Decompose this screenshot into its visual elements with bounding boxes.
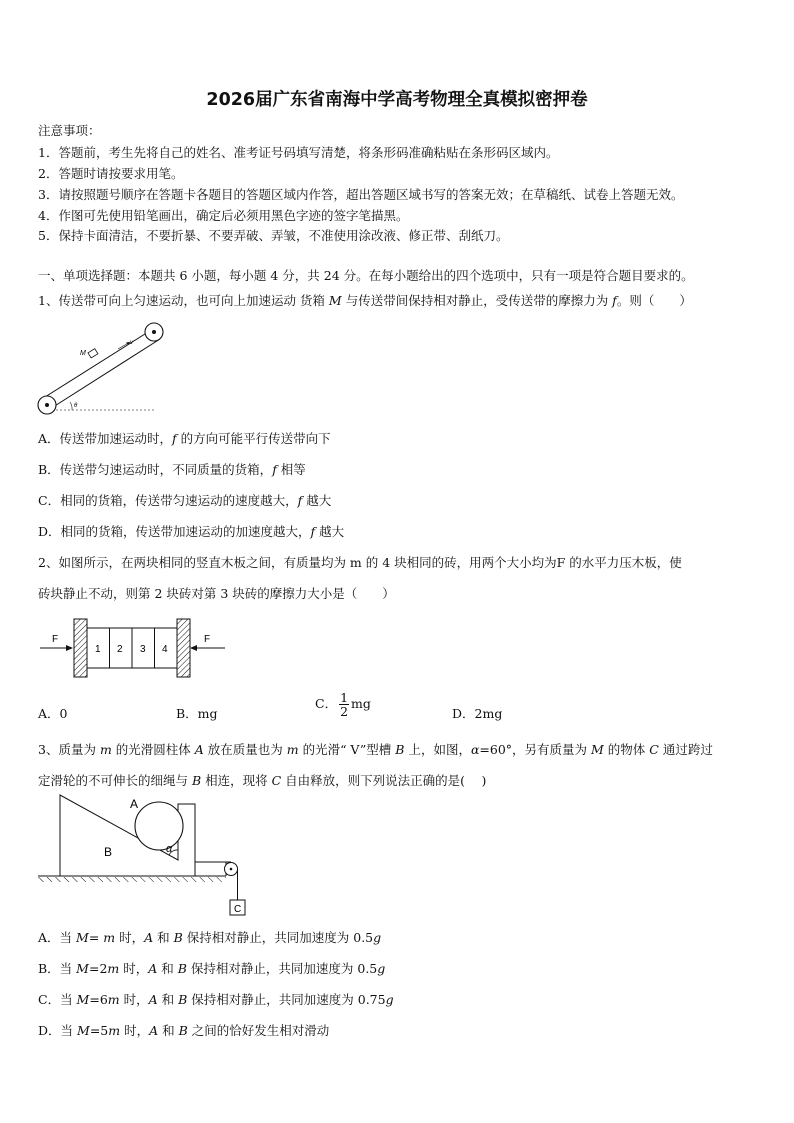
q3-option-a[interactable]: A．当 M= m 时，A 和 B 保持相对静止，共同加速度为 0.5g — [38, 930, 382, 945]
q3-stem-line1: 3、质量为 m 的光滑圆柱体 A 放在质量也为 m 的光滑“ V”型槽 B 上，如图，α=60°，另有质量为 M 的物体 C 通过跨过 — [38, 742, 713, 757]
ground-hatch — [38, 877, 226, 882]
q3-option-d[interactable]: D．当 M=5m 时，A 和 B 之间的恰好发生相对滑动 — [38, 1023, 330, 1038]
label-A: A — [130, 797, 139, 811]
label-F-left: F — [52, 634, 59, 645]
q3-stem-line2: 定滑轮的不可伸长的细绳与 B 相连，现将 C 自由释放，则下列说法正确的是( ) — [38, 773, 487, 788]
right-board — [177, 619, 190, 677]
q2-option-b[interactable]: B．mg — [176, 706, 218, 721]
brick-4: 4 — [162, 644, 168, 655]
notice-item-1: 1．答题前，考生先将自己的姓名、准考证号码填写清楚，将条形码准确粘贴在条形码区域内。 — [38, 145, 559, 160]
q3-v-groove-figure — [38, 792, 258, 922]
belt-top-edge — [45, 327, 156, 397]
q2-stem-line1: 2、如图所示，在两块相同的竖直木板之间，有质量均为 m 的 4 块相同的砖，用两个大小均为F 的水平力压木板，使 — [38, 555, 682, 570]
brick-1: 1 — [95, 644, 101, 655]
q1-option-b[interactable]: B．传送带匀速运动时，不同质量的货箱，f 相等 — [38, 462, 306, 477]
label-alpha: α — [166, 843, 173, 855]
q3-option-c[interactable]: C．当 M=6m 时，A 和 B 保持相对静止，共同加速度为 0.75g — [38, 992, 394, 1007]
label-theta: θ — [74, 403, 78, 409]
label-F-right: F — [204, 634, 211, 645]
cylinder-A — [135, 802, 183, 850]
q1-stem: 1、传送带可向上匀速运动，也可向上加速运动 货箱 M 与传送带间保持相对静止，受传送带的摩擦力为 f。则（ ） — [38, 293, 692, 308]
notice-item-2: 2．答题时请按要求用笔。 — [38, 166, 184, 181]
label-C: C — [234, 904, 242, 915]
q1-option-d[interactable]: D．相同的货箱，传送带加速运动的加速度越大，f 越大 — [38, 524, 345, 539]
q2-option-a[interactable]: A．0 — [38, 706, 68, 721]
q2-option-c[interactable]: C． $\frac{1}{2}$ mg — [315, 690, 371, 719]
label-v: v — [130, 340, 133, 346]
notice-heading: 注意事项： — [38, 123, 101, 138]
brick-3: 3 — [140, 644, 146, 655]
brick-2: 2 — [117, 644, 123, 655]
q2-stem-line2: 砖块静止不动，则第 2 块砖对第 3 块砖的摩擦力大小是（ ） — [38, 586, 395, 601]
q1-option-a[interactable]: A．传送带加速运动时，f 的方向可能平行传送带向下 — [38, 431, 331, 446]
belt-bottom-edge — [50, 339, 160, 409]
q2-option-d[interactable]: D．2mg — [452, 706, 503, 721]
notice-item-3: 3．请按照题号顺序在答题卡各题目的答题区域内作答，超出答题区域书写的答案无效；在草稿纸、试卷上答题无效。 — [38, 187, 684, 202]
q3-option-b[interactable]: B．当 M=2m 时，A 和 B 保持相对静止，共同加速度为 0.5g — [38, 961, 386, 976]
q1-conveyor-figure — [34, 314, 169, 418]
q1-option-c[interactable]: C．相同的货箱，传送带匀速运动的速度越大，f 越大 — [38, 493, 332, 508]
label-M: M — [80, 350, 86, 357]
notice-item-5: 5．保持卡面清洁，不要折暴、不要弄破、弄皱，不准使用涂改液、修正带、刮纸刀。 — [38, 228, 509, 243]
label-B: B — [104, 845, 113, 859]
left-board — [74, 619, 87, 677]
section-heading: 一、单项选择题：本题共 6 小题，每小题 4 分，共 24 分。在每小题给出的四个选项中，只有一项是符合题目要求的。 — [38, 268, 694, 283]
notice-item-4: 4．作图可先使用铅笔画出，确定后必须用黑色字迹的签字笔描黑。 — [38, 208, 409, 223]
q2-bricks-figure — [38, 616, 238, 682]
box-M — [88, 349, 98, 358]
page-title: 2026届广东省南海中学高考物理全真模拟密押卷 — [206, 90, 588, 110]
